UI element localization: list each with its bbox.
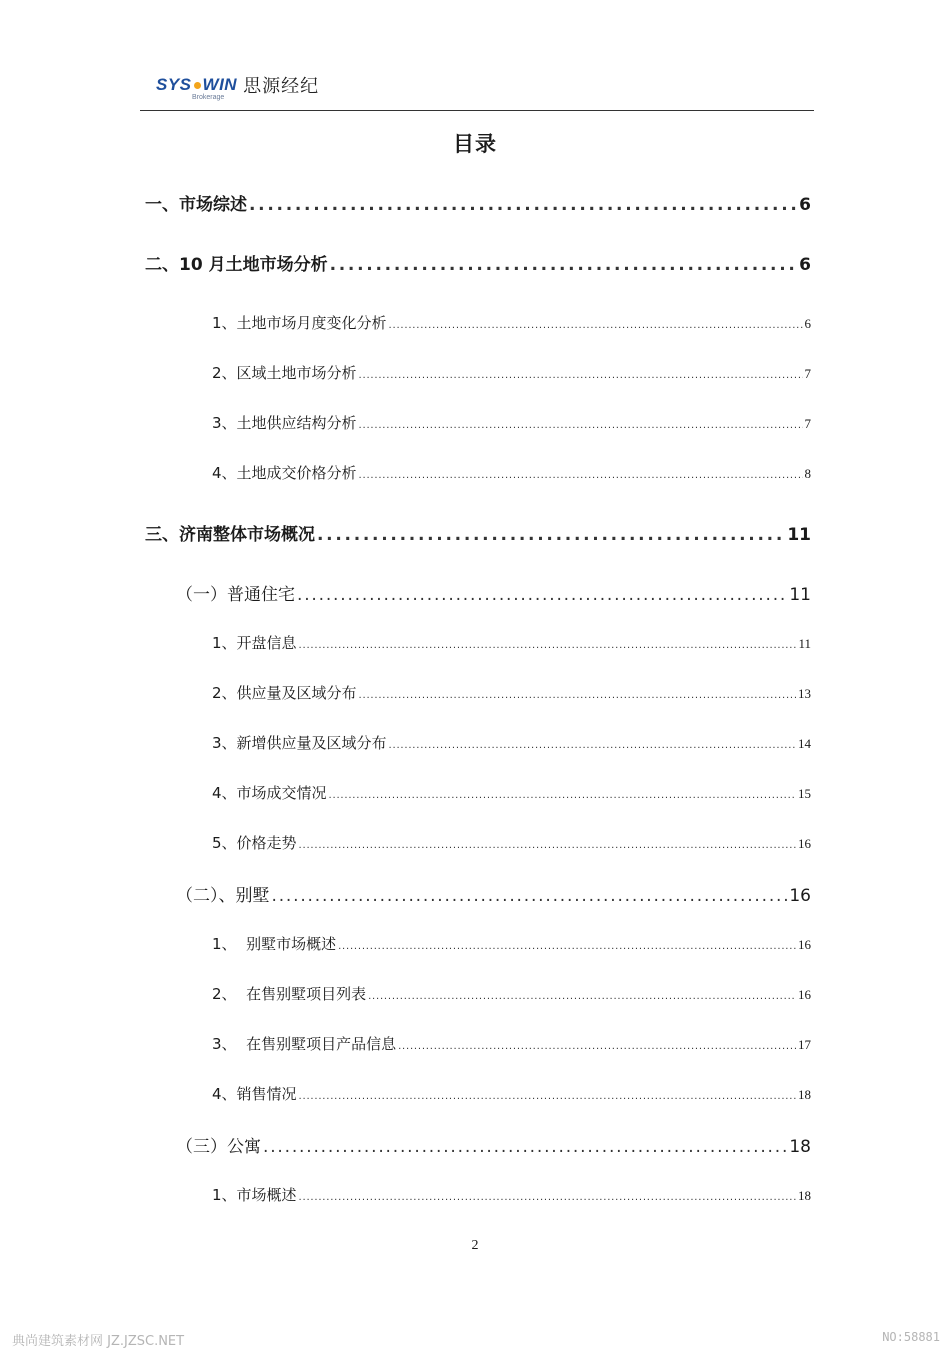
logo-wordmark [156,76,237,94]
toc-entry-label: 1、土地市场月度变化分析 [212,314,387,332]
toc-entry-page: 16 [798,987,811,1002]
toc-leader [359,370,803,381]
logo-dot-icon [194,82,201,89]
toc-entry-label: （一）普通住宅 [176,585,295,605]
toc-leader [398,1041,796,1052]
toc-leader [338,941,796,952]
logo-text-right: WIN [202,75,238,94]
toc-entry[interactable] [212,1184,811,1205]
toc-leader [299,840,796,851]
toc-entry[interactable] [212,933,811,954]
toc-leader [249,195,797,215]
toc-entry-label: 1、市场概述 [212,1186,297,1204]
toc-entry[interactable] [176,580,811,605]
toc-entry-page: 16 [798,937,811,952]
toc-entry[interactable] [145,190,811,215]
toc-leader [272,886,788,906]
toc-entry-label: 4、市场成交情况 [212,784,327,802]
toc-entry-label: 3、 在售别墅项目产品信息 [212,1035,397,1053]
toc-entry-page: 6 [799,195,811,215]
header-divider [140,110,814,111]
logo-subtitle: Brokerage [192,94,225,101]
toc-entry[interactable] [212,1033,811,1054]
toc-leader [389,740,796,751]
page-header [140,72,814,112]
toc-entry[interactable] [212,732,811,753]
toc-entry[interactable] [145,250,811,275]
watermark-site: 典尚建筑素材网 JZ.JZSC.NET [12,1334,185,1349]
toc-entry-page: 16 [789,886,811,906]
toc-entry[interactable] [212,782,811,803]
toc-entry-label: 二、10 月土地市场分析 [145,255,328,275]
toc-entry-label: 3、新增供应量及区域分布 [212,734,387,752]
toc-entry[interactable] [212,832,811,853]
toc-entry-page: 14 [798,736,811,751]
toc-entry-label: （三）公寓 [176,1137,261,1157]
toc-entry[interactable] [176,1132,811,1157]
toc-leader [359,690,796,701]
toc-leader [317,525,785,545]
toc-entry-page: 6 [804,316,811,331]
toc-leader [359,470,803,481]
toc-entry[interactable] [212,682,811,703]
toc-entry-label: 2、区域土地市场分析 [212,364,357,382]
toc-entry-page: 18 [798,1087,811,1102]
toc-entry-page: 18 [789,1137,811,1157]
brand-logo [156,76,319,102]
toc-entry-page: 17 [798,1037,811,1052]
toc-entry-label: 1、 别墅市场概述 [212,935,337,953]
toc-entry-page: 16 [798,836,811,851]
toc-leader [299,1192,796,1203]
toc-leader [359,420,803,431]
toc-leader [263,1137,787,1157]
toc-leader [297,585,787,605]
watermark-id: NO:58881 [882,1330,940,1344]
page-number: 2 [471,1238,479,1253]
toc-entry-page: 8 [804,466,811,481]
toc-entry-page: 18 [798,1188,811,1203]
toc-entry-label: 4、销售情况 [212,1085,297,1103]
toc-leader [368,991,796,1002]
toc-entry[interactable] [212,462,811,483]
toc-entry[interactable] [212,412,811,433]
toc-entry-page: 15 [798,786,811,801]
toc-entry-label: 一、市场综述 [145,195,247,215]
toc-entry-label: 4、土地成交价格分析 [212,464,357,482]
toc-entry-page: 13 [798,686,811,701]
brand-name: 思源经纪 [243,76,320,97]
toc-entry-page: 7 [804,366,811,381]
toc-entry[interactable] [212,1083,811,1104]
toc-entry[interactable] [212,983,811,1004]
toc-entry-page: 11 [789,585,811,605]
toc-leader [299,640,797,651]
toc-entry-page: 11 [798,636,811,651]
toc-entry-page: 7 [804,416,811,431]
toc-entry-label: 2、 在售别墅项目列表 [212,985,367,1003]
toc-entry[interactable] [212,312,811,333]
toc-entry[interactable] [212,632,811,653]
logo-mark [156,76,237,102]
toc-entry-label: 3、土地供应结构分析 [212,414,357,432]
toc-entry-label: 2、供应量及区域分布 [212,684,357,702]
toc-leader [389,320,803,331]
toc-entry-page: 11 [787,525,811,545]
page-title: 目录 [453,132,497,156]
toc-entry[interactable] [212,362,811,383]
toc-leader [330,255,798,275]
logo-text-left: SYS [156,75,192,94]
toc-entry-page: 6 [799,255,811,275]
toc-entry-label: 5、价格走势 [212,834,297,852]
toc-entry-label: 1、开盘信息 [212,634,297,652]
toc-entry-label: （二）、别墅 [176,886,270,906]
toc-leader [299,1091,796,1102]
toc-entry[interactable] [176,881,811,906]
toc-entry[interactable] [145,520,811,545]
toc-entry-label: 三、济南整体市场概况 [145,525,315,545]
toc-leader [329,790,796,801]
